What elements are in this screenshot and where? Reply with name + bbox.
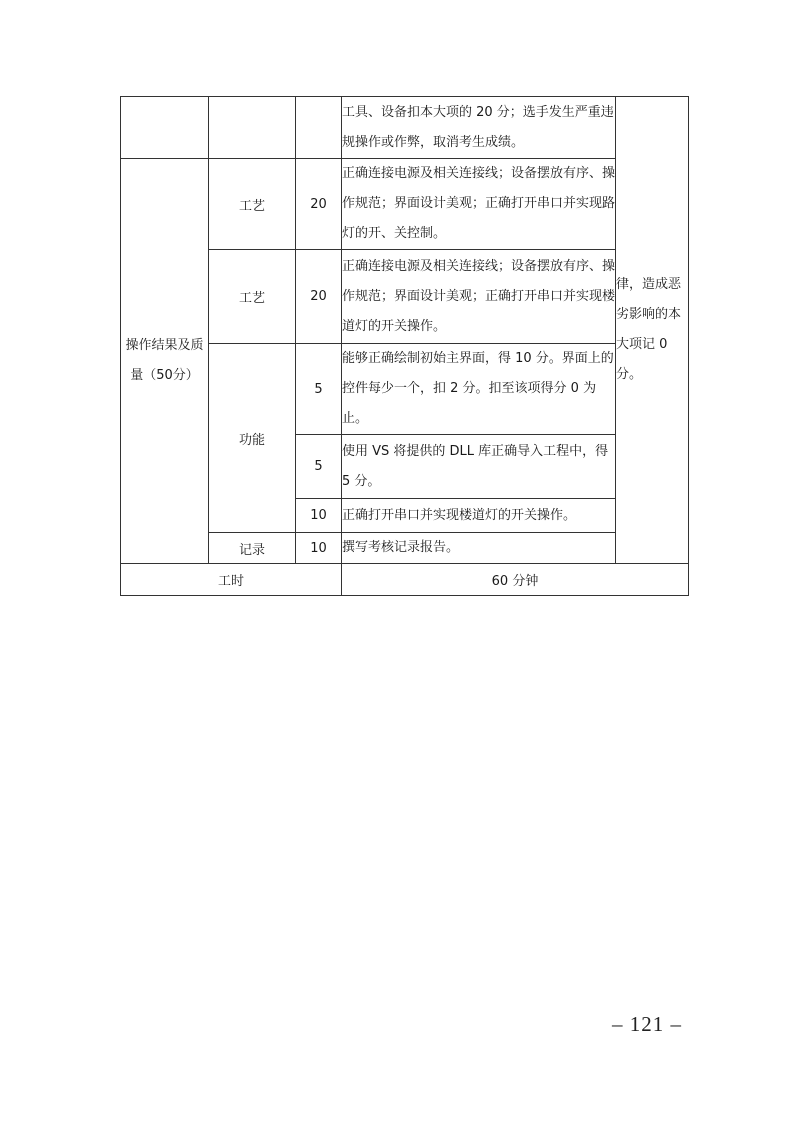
item-cell: 工艺 [209,159,296,250]
score-cell: 20 [296,250,342,344]
table-row [121,97,689,159]
description-cell: 正确连接电源及相关连接线；设备摆放有序、操作规范；界面设计美观；正确打开串口并实现楼道灯的开关操作。 [342,250,616,344]
empty-cell [209,97,296,159]
table-row [121,159,689,250]
item-cell: 工艺 [209,250,296,344]
empty-cell [121,97,209,159]
page-number: – 121 – [612,1012,682,1036]
category-cell: 操作结果及质量（50分） [121,159,209,564]
description-cell: 正确连接电源及相关连接线；设备摆放有序、操作规范；界面设计美观；正确打开串口并实现路灯的开、关控制。 [342,159,616,250]
description-cell: 正确打开串口并实现楼道灯的开关操作。 [342,499,616,533]
description-cell: 能够正确绘制初始主界面，得 10 分。界面上的控件每少一个，扣 2 分。扣至该项得分 0 为止。 [342,344,616,435]
description-cell: 使用 VS 将提供的 DLL 库正确导入工程中，得 5 分。 [342,435,616,499]
scoring-table [120,96,689,596]
work-hours-value: 60 分钟 [342,564,689,596]
score-cell: 20 [296,159,342,250]
score-cell: 5 [296,344,342,435]
score-cell: 5 [296,435,342,499]
deduction-note-cell: 律，造成恶劣影响的本大项记 0 分。 [616,97,689,564]
work-hours-label: 工时 [121,564,342,596]
score-cell: 10 [296,499,342,533]
item-cell: 记录 [209,533,296,564]
score-cell: 10 [296,533,342,564]
footer-row [121,564,689,596]
description-cell: 工具、设备扣本大项的 20 分；选手发生严重违规操作或作弊，取消考生成绩。 [342,97,616,159]
description-cell: 撰写考核记录报告。 [342,533,616,564]
empty-cell [296,97,342,159]
item-cell: 功能 [209,344,296,533]
